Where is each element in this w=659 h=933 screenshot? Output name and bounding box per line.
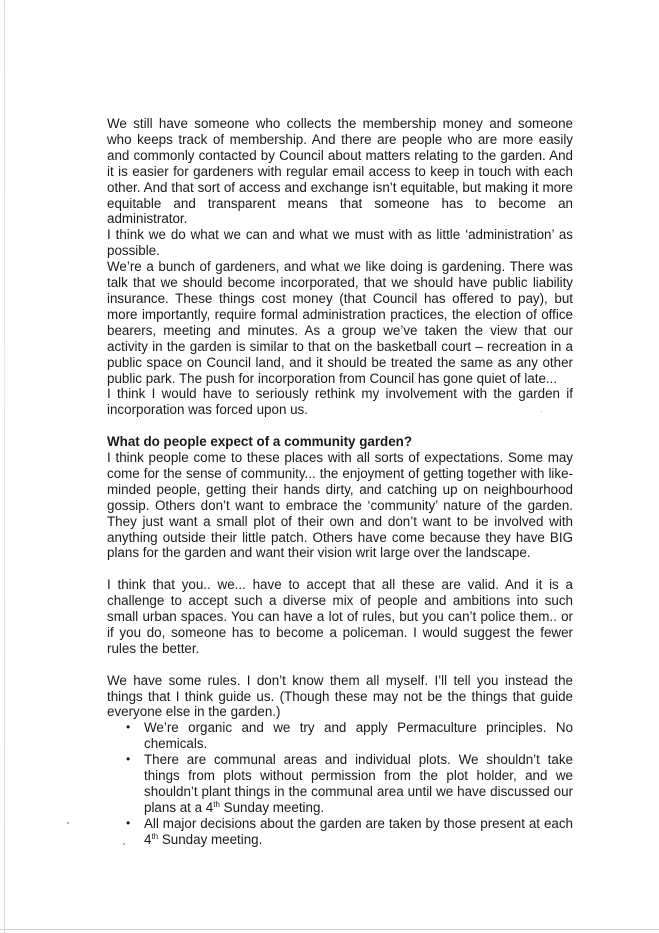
rules-list [107,720,573,847]
paragraph-rules-intro: We have some rules. I don’t know them all myself. I’ll tell you instead the things that I think guide us. (Though these may not be the things that guide everyone else in the garden.) [107,672,573,720]
paragraph-incorporation: We’re a bunch of gardeners, and what we like doing is gardening. There was talk that we should become incorporated, that we should have public liability insurance. These things cost money (that Council has offered to pay), but more importantly, require formal administration practices, the election of office bearers, meeting and minutes. As a group we’ve taken the view that our activity in the garden is similar to that on the basketball court – recreation in a public space on Council land, and it should be treated the same as any other public park. The push for incorporation from Council has gone quiet of late... [107,259,573,386]
list-item [107,752,573,816]
rule-text: There are communal areas and individual plots. We shouldn’t take things from plots without permission from the plot holder, and we shouldn’t plant things in the communal area until we have discussed our plans at a 4 [144,752,573,815]
paragraph-rethink: I think I would have to seriously rethink my involvement with the garden if incorporation was forced upon us. [107,386,573,418]
bullet-icon: • [126,720,131,735]
bullet-icon: • [126,752,131,767]
document-body [107,116,573,848]
rule-text: Sunday meeting. [158,831,263,847]
paragraph-expectations: I think people come to these places with all sorts of expectations. Some may come for the sense of community... the enjoyment of getting together with like-minded people, getting their hands dirty, and catching up on neighbourhood gossip. Others don’t want to embrace the ‘community’ nature of the garden. They just want a small plot of their own and don’t want to be involved with anything outside their little patch. Others have come because they have BIG plans for the garden and want their vision writ large over the landscape. [107,450,573,561]
section-heading: What do people expect of a community garden? [107,434,413,450]
paragraph-administration: I think we do what we can and what we must with as little ‘administration’ as possible. [107,227,573,259]
spacer [107,418,573,434]
ordinal-suffix: th [151,831,159,841]
spacer [107,561,573,577]
ordinal-suffix: th [213,799,220,809]
list-item [107,816,573,848]
spacer [107,657,573,673]
scan-bottom-edge [0,929,659,930]
rule-text: All major decisions about the garden are taken by those present at each 4 [144,815,573,847]
bullet-icon: • [126,815,131,830]
scan-speck [67,822,69,824]
rule-text: Sunday meeting. [219,799,325,815]
paragraph-membership: We still have someone who collects the membership money and someone who keeps track of membership. And there are people who are more easily and commonly contacted by Council about matters relating to the garden. And it is easier for gardeners with regular email access to keep in touch with each other. And that sort of access and exchange isn’t equitable, but making it more equitable and transparent means that someone has to become an administrator. [107,116,573,227]
scan-left-edge [4,0,5,933]
paragraph-accept: I think that you.. we... have to accept that all these are valid. And it is a challenge to accept such a diverse mix of people and ambitions into such small urban spaces. You can have a lot of rules, but you can’t police them.. or if you do, someone has to become a policeman. I would suggest the fewer rules the better. [107,577,573,656]
list-item [107,720,573,752]
rule-text: We’re organic and we try and apply Permaculture principles. No chemicals. [144,720,573,752]
